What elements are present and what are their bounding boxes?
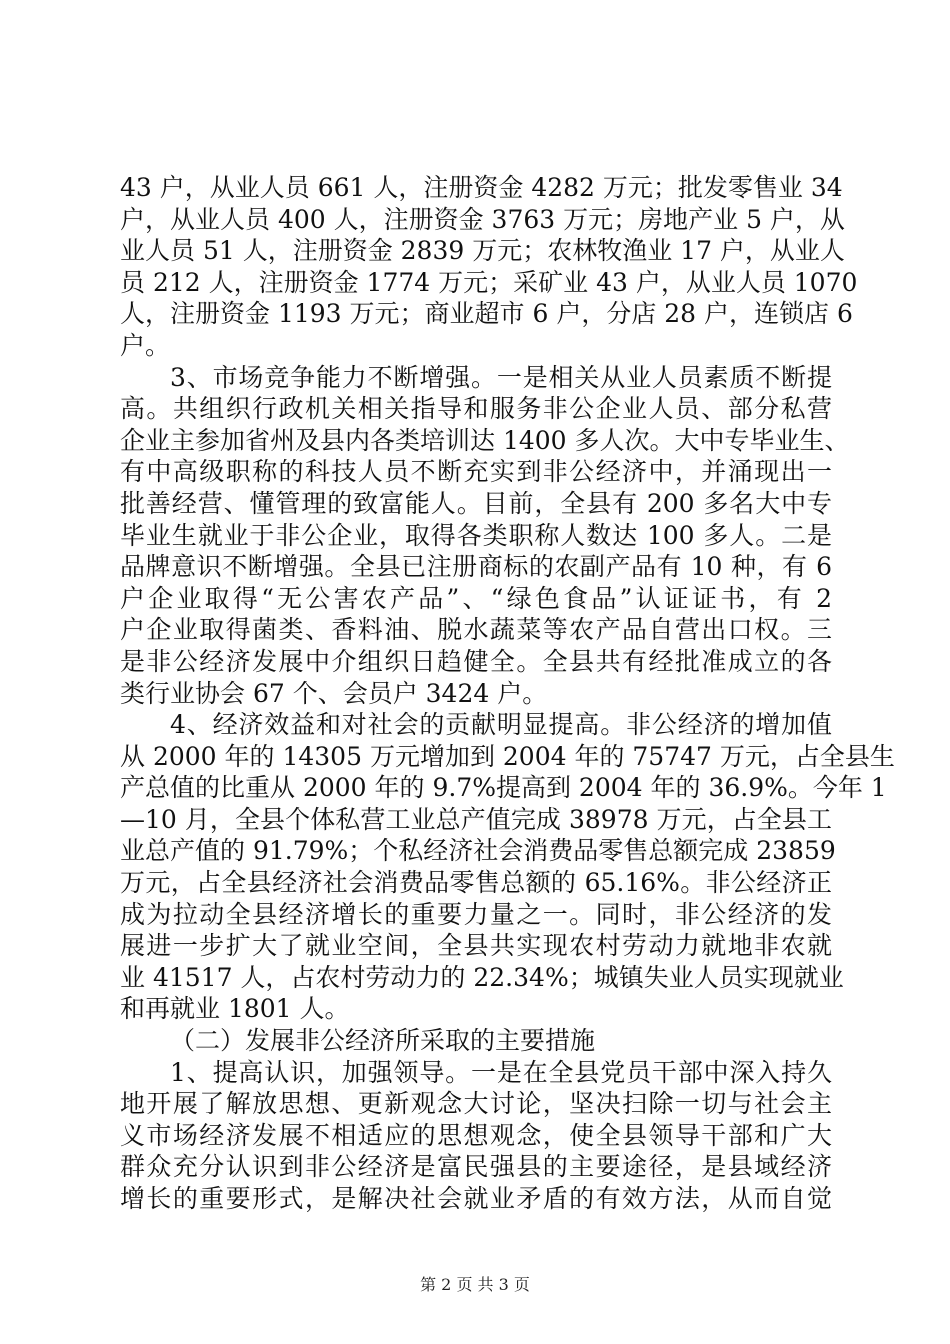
text-line: 有中高级职称的科技人员不断充实到非公经济中，并涌现出一 (120, 457, 832, 487)
text-line: 业总产值的 91.79%；个私经济社会消费品零售总额完成 23859 (120, 836, 836, 866)
text-line: 43 户，从业人员 661 人，注册资金 4282 万元；批发零售业 34 (120, 173, 843, 202)
document-body (120, 172, 895, 1215)
text-line: 户。 (120, 330, 171, 360)
text-line: —10 月，全县个体私营工业总产值完成 38978 万元，占全县工 (120, 804, 832, 834)
text-line: 展进一步扩大了就业空间，全县共实现农村劳动力就地非农就 (120, 931, 832, 961)
text-line: 人，注册资金 1193 万元；商业超市 6 户，分店 28 户，连锁店 6 (120, 299, 853, 329)
text-line: 义市场经济发展不相适应的思想观念，使全县领导干部和广大 (120, 1120, 832, 1150)
text-line: 地开展了解放思想、更新观念大讨论，坚决扫除一切与社会主 (120, 1089, 832, 1119)
text-line: 户企业取得菌类、香料油、脱水蔬菜等农产品自营出口权。三 (120, 615, 832, 645)
page-number-footer: 第 2 页 共 3 页 (420, 1275, 530, 1294)
text-line: 业 41517 人，占农村劳动力的 22.34%；城镇失业人员实现就业 (120, 962, 844, 992)
text-line: 从 2000 年的 14305 万元增加到 2004 年的 75747 万元，占全县生 (120, 741, 895, 771)
text-line: 是非公经济发展中介组织日趋健全。全县共有经批准成立的各 (120, 646, 832, 676)
text-line: 员 212 人，注册资金 1774 万元；采矿业 43 户，从业人员 1070 (120, 267, 858, 297)
text-line: 产总值的比重从 2000 年的 9.7%提高到 2004 年的 36.9%。今年 1 (120, 773, 887, 803)
text-line: 类行业协会 67 个、会员户 3424 户。 (120, 678, 548, 708)
text-line: 户，从业人员 400 人，注册资金 3763 万元；房地产业 5 户，从 (120, 204, 845, 234)
paragraph-start: 1、提高认识，加强领导。一是在全县党员干部中深入持久 (170, 1057, 832, 1087)
text-line: 企业主参加省州及县内各类培训达 1400 多人次。大中专毕业生、 (120, 425, 850, 455)
text-line: 毕业生就业于非公企业，取得各类职称人数达 100 多人。二是 (120, 520, 832, 550)
text-line: 业人员 51 人，注册资金 2839 万元；农林牧渔业 17 户，从业人 (120, 236, 845, 266)
text-line: 成为拉动全县经济增长的重要力量之一。同时，非公经济的发 (120, 899, 832, 929)
text-line: 高。共组织行政机关相关指导和服务非公企业人员、部分私营 (120, 394, 832, 424)
text-line: 增长的重要形式，是解决社会就业矛盾的有效方法，从而自觉 (120, 1184, 832, 1213)
text-line: 户企业取得“无公害农产品”、“绿色食品”认证证书，有 2 (120, 583, 832, 613)
paragraph-start: 3、市场竞争能力不断增强。一是相关从业人员素质不断提 (170, 362, 832, 392)
section-heading: （二）发展非公经济所采取的主要措施 (170, 1026, 596, 1056)
text-line: 群众充分认识到非公经济是富民强县的主要途径，是县域经济 (120, 1152, 832, 1182)
paragraph-start: 4、经济效益和对社会的贡献明显提高。非公经济的增加值 (170, 710, 832, 740)
text-line: 和再就业 1801 人。 (120, 994, 350, 1024)
text-line: 品牌意识不断增强。全县已注册商标的农副产品有 10 种，有 6 (120, 552, 832, 582)
text-line: 批善经营、懂管理的致富能人。目前，全县有 200 多名大中专 (120, 488, 832, 518)
text-line: 万元，占全县经济社会消费品零售总额的 65.16%。非公经济正 (120, 868, 832, 898)
